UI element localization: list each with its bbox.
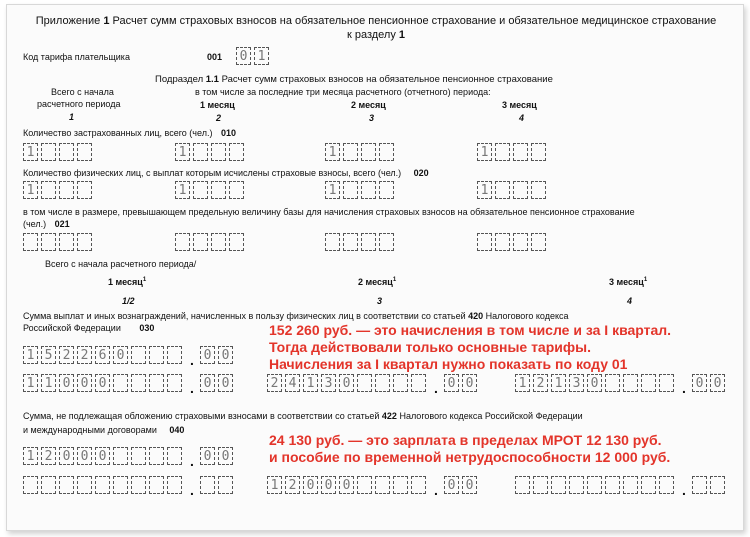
hdr-col-num-4: 4 bbox=[519, 113, 525, 123]
cell[interactable] bbox=[361, 233, 376, 251]
cell[interactable] bbox=[59, 181, 74, 199]
cell[interactable] bbox=[131, 374, 146, 392]
note-2-line1: 24 130 руб. — это зарплата в пределах МРОТ 12 130 руб. bbox=[269, 432, 662, 448]
row-040-line1-dec bbox=[200, 447, 236, 465]
cell[interactable] bbox=[77, 476, 92, 494]
cell[interactable] bbox=[477, 233, 492, 251]
row-010-col1 bbox=[23, 143, 95, 161]
row-040-label2: и международными договорами 040 bbox=[23, 425, 185, 435]
cell[interactable] bbox=[531, 233, 546, 251]
cell[interactable]: 6 bbox=[95, 346, 110, 364]
row-030-line1-dec bbox=[200, 346, 236, 364]
cell[interactable]: 1 bbox=[477, 143, 492, 161]
cell[interactable]: 1 bbox=[551, 374, 566, 392]
decimal-dot: . bbox=[190, 380, 194, 396]
tariff-cell[interactable]: 1 bbox=[254, 47, 269, 65]
cell[interactable]: 1 bbox=[23, 374, 38, 392]
cell[interactable] bbox=[531, 181, 546, 199]
row-010-col4 bbox=[477, 143, 549, 161]
cell[interactable] bbox=[77, 181, 92, 199]
cell[interactable]: 5 bbox=[41, 346, 56, 364]
cell[interactable] bbox=[605, 476, 620, 494]
cell[interactable] bbox=[167, 374, 182, 392]
hdr2-since-start: Всего с начала расчетного периода/ bbox=[45, 259, 197, 269]
cell[interactable] bbox=[131, 447, 146, 465]
hdr2-m1: 1 месяц$^1$ bbox=[108, 277, 147, 287]
row-021-label: в том числе в размере, превышающем предельную величину базы для начисления страховых взносов на обязательное пенсионное страхование bbox=[23, 207, 635, 217]
cell[interactable] bbox=[659, 476, 674, 494]
cell[interactable] bbox=[513, 233, 528, 251]
cell[interactable] bbox=[325, 233, 340, 251]
tariff-label: Код тарифа плательщика bbox=[23, 52, 130, 62]
cell[interactable]: 1 bbox=[267, 476, 282, 494]
row-040-line2-dec-b bbox=[444, 476, 480, 494]
decimal-dot: . bbox=[190, 453, 194, 469]
cell[interactable] bbox=[211, 233, 226, 251]
row-030-label2: Российской Федерации 030 bbox=[23, 323, 155, 333]
cell[interactable]: 3 bbox=[569, 374, 584, 392]
cell[interactable] bbox=[113, 447, 128, 465]
row-040-line2-sum-c bbox=[515, 476, 677, 494]
hdr2-col-num-12: 1/2 bbox=[122, 296, 135, 306]
note-1-line1: 152 260 руб. — это начисления в том числе и за I квартал. bbox=[269, 322, 672, 338]
cell[interactable]: 0 bbox=[462, 476, 477, 494]
cell[interactable]: 0 bbox=[59, 447, 74, 465]
row-040-line2-dec-a bbox=[200, 476, 236, 494]
cell[interactable]: 0 bbox=[77, 447, 92, 465]
hdr-last-three: в том числе за последние три месяца расчетного (отчетного) периода: bbox=[195, 87, 491, 97]
cell[interactable]: 1 bbox=[41, 374, 56, 392]
cell[interactable] bbox=[200, 476, 215, 494]
cell[interactable] bbox=[193, 233, 208, 251]
hdr2-m3: 3 месяц$^1$ bbox=[609, 277, 648, 287]
tariff-code: 001 bbox=[207, 52, 223, 62]
row-030-line2-sum-c bbox=[515, 374, 677, 392]
cell[interactable]: 1 bbox=[23, 346, 38, 364]
cell[interactable] bbox=[131, 476, 146, 494]
cell[interactable]: 0 bbox=[200, 447, 215, 465]
hdr2-col-num-4: 4 bbox=[627, 296, 633, 306]
cell[interactable] bbox=[659, 374, 674, 392]
cell[interactable] bbox=[175, 233, 190, 251]
cell[interactable]: 1 bbox=[477, 181, 492, 199]
decimal-dot: . bbox=[682, 380, 686, 396]
cell[interactable] bbox=[59, 476, 74, 494]
row-040-line2-dec-c bbox=[692, 476, 728, 494]
cell[interactable] bbox=[495, 181, 510, 199]
cell[interactable]: 1 bbox=[175, 143, 190, 161]
cell[interactable] bbox=[513, 143, 528, 161]
cell[interactable]: 1 bbox=[325, 143, 340, 161]
cell[interactable] bbox=[59, 143, 74, 161]
row-020-label: Количество физических лиц, с выплат которым исчислены страховые взносы, всего (чел.) 020 bbox=[23, 168, 429, 178]
cell[interactable] bbox=[149, 447, 164, 465]
cell[interactable]: 1 bbox=[325, 181, 340, 199]
cell[interactable]: 1 bbox=[23, 143, 38, 161]
cell[interactable] bbox=[361, 181, 376, 199]
cell[interactable] bbox=[23, 476, 38, 494]
row-040-line2-sum-a bbox=[23, 476, 185, 494]
cell[interactable]: 1 bbox=[175, 181, 190, 199]
row-030-label1: Сумма выплат и иных вознаграждений, начисленных в пользу физических лиц в соответствии со статьей 420 Налогового кодекса bbox=[23, 311, 569, 321]
cell[interactable]: 0 bbox=[444, 476, 459, 494]
cell[interactable] bbox=[641, 476, 656, 494]
cell[interactable] bbox=[605, 374, 620, 392]
cell[interactable]: 0 bbox=[587, 374, 602, 392]
cell[interactable] bbox=[357, 476, 372, 494]
cell[interactable]: 0 bbox=[321, 476, 336, 494]
note-1-line2: Тогда действовали только основные тарифы. bbox=[269, 339, 591, 355]
row-030-line2-dec-a bbox=[200, 374, 236, 392]
cell[interactable] bbox=[379, 143, 394, 161]
cell[interactable]: 2 bbox=[77, 346, 92, 364]
cell[interactable] bbox=[531, 143, 546, 161]
form-title-line2: к разделу 1 bbox=[346, 29, 406, 41]
cell[interactable]: 1 bbox=[23, 447, 38, 465]
cell[interactable]: 0 bbox=[200, 374, 215, 392]
cell[interactable] bbox=[551, 476, 566, 494]
cell[interactable]: 2 bbox=[267, 374, 282, 392]
form-title-line1: Приложение 1 Расчет сумм страховых взносов на обязательное пенсионное страхование и обязательное медицинское страхование bbox=[35, 15, 717, 27]
row-010-col3 bbox=[325, 143, 397, 161]
cell[interactable]: 1 bbox=[23, 181, 38, 199]
cell[interactable]: 0 bbox=[59, 374, 74, 392]
cell[interactable]: 0 bbox=[95, 374, 110, 392]
cell[interactable] bbox=[357, 374, 372, 392]
cell[interactable] bbox=[515, 476, 530, 494]
cell[interactable] bbox=[149, 476, 164, 494]
row-030-line2-dec-c bbox=[692, 374, 728, 392]
cell[interactable] bbox=[379, 181, 394, 199]
cell[interactable] bbox=[167, 447, 182, 465]
cell[interactable]: 3 bbox=[321, 374, 336, 392]
cell[interactable] bbox=[375, 374, 390, 392]
hdr-m2: 2 месяц bbox=[351, 100, 386, 110]
hdr2-m2: 2 месяц$^1$ bbox=[358, 277, 397, 287]
row-021-label2: (чел.) 021 bbox=[23, 219, 70, 229]
cell[interactable] bbox=[113, 476, 128, 494]
cell[interactable]: 4 bbox=[285, 374, 300, 392]
row-040-line2-sum-b bbox=[267, 476, 429, 494]
cell[interactable] bbox=[513, 181, 528, 199]
cell[interactable] bbox=[623, 374, 638, 392]
cell[interactable] bbox=[167, 346, 182, 364]
cell[interactable] bbox=[167, 476, 182, 494]
hdr2-col-num-3: 3 bbox=[377, 296, 383, 306]
cell[interactable]: 0 bbox=[77, 374, 92, 392]
cell[interactable] bbox=[393, 374, 408, 392]
cell[interactable] bbox=[692, 476, 707, 494]
cell[interactable]: 0 bbox=[303, 476, 318, 494]
decimal-dot: . bbox=[434, 380, 438, 396]
cell[interactable] bbox=[113, 374, 128, 392]
row-021-col2 bbox=[175, 233, 247, 251]
cell[interactable] bbox=[41, 181, 56, 199]
row-020-col4 bbox=[477, 181, 549, 199]
cell[interactable] bbox=[533, 476, 548, 494]
cell[interactable] bbox=[218, 476, 233, 494]
cell[interactable] bbox=[495, 143, 510, 161]
row-030-line2-sum-b bbox=[267, 374, 429, 392]
cell[interactable]: 0 bbox=[218, 447, 233, 465]
row-020-col2 bbox=[175, 181, 247, 199]
hdr-m3: 3 месяц bbox=[502, 100, 537, 110]
cell[interactable]: 2 bbox=[533, 374, 548, 392]
cell[interactable]: 0 bbox=[95, 447, 110, 465]
hdr-m1: 1 месяц bbox=[200, 100, 235, 110]
cell[interactable]: 0 bbox=[113, 346, 128, 364]
cell[interactable]: 0 bbox=[462, 374, 477, 392]
cell[interactable]: 0 bbox=[692, 374, 707, 392]
form-sheet bbox=[6, 4, 744, 531]
cell[interactable] bbox=[229, 181, 244, 199]
cell[interactable]: 0 bbox=[444, 374, 459, 392]
cell[interactable]: 0 bbox=[710, 374, 725, 392]
cell[interactable] bbox=[23, 233, 38, 251]
tariff-cells bbox=[236, 47, 272, 65]
cell[interactable] bbox=[343, 181, 358, 199]
cell[interactable] bbox=[229, 143, 244, 161]
row-040-label1: Сумма, не подлежащая обложению страховыми взносами в соответствии со статьей 422 Налогового кодекса Российской Федерации bbox=[23, 411, 583, 421]
cell[interactable] bbox=[95, 476, 110, 494]
cell[interactable] bbox=[623, 476, 638, 494]
cell[interactable] bbox=[131, 346, 146, 364]
hdr-col-num-1: 1 bbox=[69, 112, 75, 122]
cell[interactable] bbox=[211, 143, 226, 161]
cell[interactable]: 0 bbox=[218, 374, 233, 392]
subsection-title: Подраздел 1.1 Расчет сумм страховых взносов на обязательное пенсионное страхование bbox=[155, 74, 553, 85]
row-021-col4 bbox=[477, 233, 549, 251]
cell[interactable]: 1 bbox=[303, 374, 318, 392]
row-040-line1-sum bbox=[23, 447, 185, 465]
cell[interactable] bbox=[149, 346, 164, 364]
decimal-dot: . bbox=[190, 482, 194, 498]
note-2-line2: и пособие по временной нетрудоспособности 12 000 руб. bbox=[269, 449, 671, 465]
note-1-line3: Начисления за I квартал нужно показать по коду 01 bbox=[269, 356, 628, 372]
cell[interactable] bbox=[193, 143, 208, 161]
decimal-dot: . bbox=[434, 482, 438, 498]
row-030-line1-sum bbox=[23, 346, 185, 364]
row-020-col3 bbox=[325, 181, 397, 199]
cell[interactable]: 0 bbox=[218, 346, 233, 364]
cell[interactable] bbox=[41, 233, 56, 251]
cell[interactable] bbox=[193, 181, 208, 199]
cell[interactable] bbox=[569, 476, 584, 494]
cell[interactable] bbox=[710, 476, 725, 494]
cell[interactable]: 2 bbox=[59, 346, 74, 364]
cell[interactable] bbox=[361, 143, 376, 161]
cell[interactable] bbox=[393, 476, 408, 494]
row-030-line2-dec-b bbox=[444, 374, 480, 392]
cell[interactable] bbox=[411, 374, 426, 392]
cell[interactable] bbox=[375, 476, 390, 494]
cell[interactable] bbox=[343, 233, 358, 251]
cell[interactable]: 2 bbox=[285, 476, 300, 494]
cell[interactable]: 0 bbox=[200, 346, 215, 364]
hdr-col-num-2: 2 bbox=[216, 113, 222, 123]
cell[interactable] bbox=[343, 143, 358, 161]
cell[interactable] bbox=[77, 143, 92, 161]
tariff-cell[interactable]: 0 bbox=[236, 47, 251, 65]
hdr-col-num-3: 3 bbox=[369, 113, 375, 123]
cell[interactable] bbox=[149, 374, 164, 392]
cell[interactable] bbox=[41, 143, 56, 161]
cell[interactable] bbox=[411, 476, 426, 494]
cell[interactable] bbox=[229, 233, 244, 251]
row-020-col1 bbox=[23, 181, 95, 199]
row-021-col3 bbox=[325, 233, 397, 251]
cell[interactable]: 2 bbox=[41, 447, 56, 465]
cell[interactable] bbox=[211, 181, 226, 199]
cell[interactable] bbox=[41, 476, 56, 494]
hdr-since-start-2: расчетного периода bbox=[37, 99, 121, 109]
cell[interactable] bbox=[641, 374, 656, 392]
row-010-label: Количество застрахованных лиц, всего (чел.) 010 bbox=[23, 128, 236, 138]
cell[interactable] bbox=[59, 233, 74, 251]
decimal-dot: . bbox=[190, 352, 194, 368]
hdr-since-start-1: Всего с начала bbox=[51, 87, 114, 97]
cell[interactable] bbox=[379, 233, 394, 251]
decimal-dot: . bbox=[682, 482, 686, 498]
cell[interactable] bbox=[587, 476, 602, 494]
row-010-col2 bbox=[175, 143, 247, 161]
row-021-col1 bbox=[23, 233, 95, 251]
cell[interactable] bbox=[77, 233, 92, 251]
cell[interactable]: 0 bbox=[339, 476, 354, 494]
cell[interactable] bbox=[495, 233, 510, 251]
row-030-line2-sum-a bbox=[23, 374, 185, 392]
cell[interactable]: 1 bbox=[515, 374, 530, 392]
cell[interactable]: 0 bbox=[339, 374, 354, 392]
